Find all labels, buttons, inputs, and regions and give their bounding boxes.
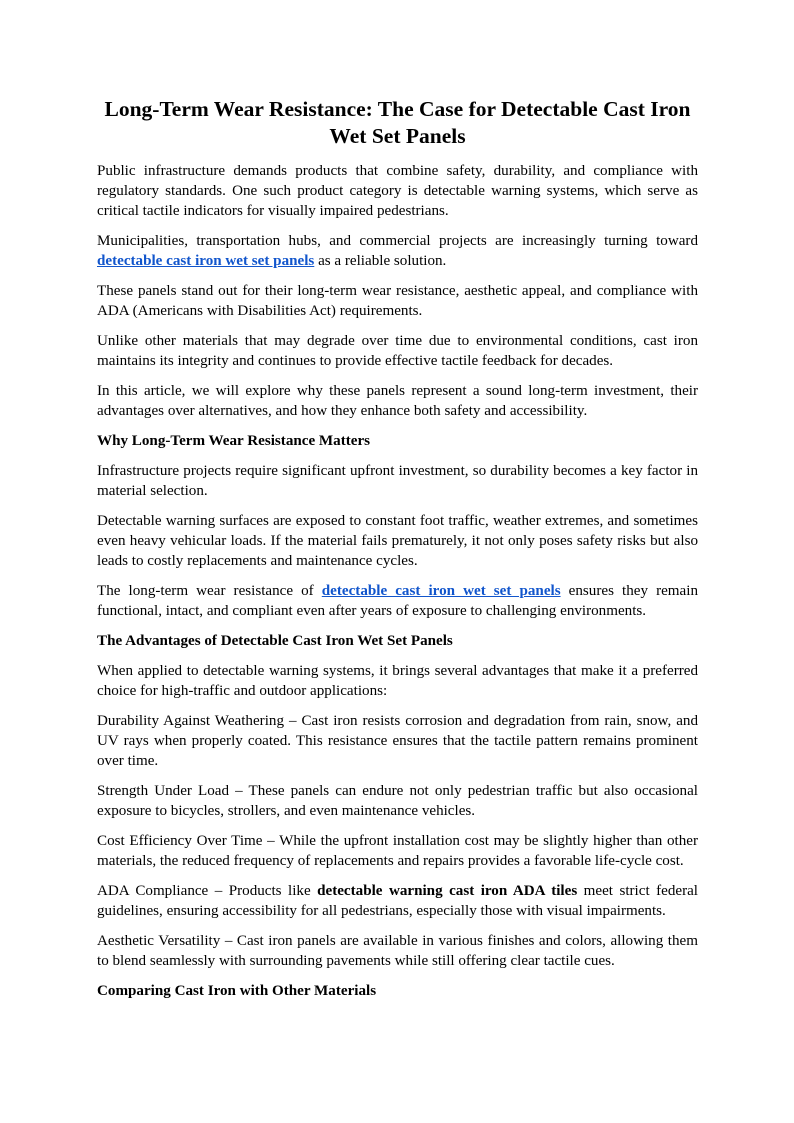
section2-paragraph-durability: Durability Against Weathering – Cast iron resists corrosion and degradation from rain, snow, and UV rays when properly coated. This resistance ensures that the tactile pattern remains prominent over time. [97, 713, 698, 769]
section-heading-wear-resistance: Why Long-Term Wear Resistance Matters [97, 433, 371, 449]
intro-paragraph-4: Unlike other materials that may degrade over time due to environmental conditions, cast iron maintains its integrity and continues to provide effective tactile feedback for decades. [97, 333, 698, 369]
section1-paragraph-3-text-after: ensures they remain functional, intact, and compliant even after years of exposure to challenging environments. [97, 583, 698, 619]
intro-paragraph-3: These panels stand out for their long-term wear resistance, aesthetic appeal, and compliance with ADA (Americans with Disabilities Act) requirements. [97, 283, 698, 319]
intro-paragraph-1: Public infrastructure demands products that combine safety, durability, and compliance with regulatory standards. One such product category is detectable warning systems, which serve as critical tactile indicators for visually impaired pedestrians. [97, 163, 698, 219]
section1-paragraph-3-text-before: The long-term wear resistance of [97, 583, 322, 599]
page-title: Long-Term Wear Resistance: The Case for Detectable Cast Iron Wet Set Panels [104, 97, 691, 148]
section1-paragraph-3 [97, 581, 698, 621]
section2-paragraph-ada-text-before: ADA Compliance – Products like [97, 883, 318, 899]
detectable-cast-iron-wet-set-panels-link-2[interactable]: detectable cast iron wet set panels [321, 583, 561, 599]
intro-paragraph-2-text-after: as a reliable solution. [314, 253, 447, 269]
section1-paragraph-2: Detectable warning surfaces are exposed to constant foot traffic, weather extremes, and sometimes even heavy vehicular loads. If the material fails prematurely, it not only poses safety risks but also leads to costly replacements and maintenance cycles. [97, 513, 698, 569]
intro-paragraph-2 [97, 231, 698, 271]
section2-paragraph-ada-text-after: meet strict federal guidelines, ensuring accessibility for all pedestrians, especially those with visual impairments. [97, 883, 698, 919]
section2-paragraph-1: When applied to detectable warning systems, it brings several advantages that make it a preferred choice for high-traffic and outdoor applications: [97, 663, 698, 699]
detectable-cast-iron-wet-set-panels-link[interactable]: detectable cast iron wet set panels [97, 253, 315, 269]
section1-paragraph-1: Infrastructure projects require significant upfront investment, so durability becomes a key factor in material selection. [97, 463, 698, 499]
section2-paragraph-strength: Strength Under Load – These panels can endure not only pedestrian traffic but also occasional exposure to bicycles, strollers, and even maintenance vehicles. [97, 783, 698, 819]
document-page [97, 96, 698, 1011]
intro-paragraph-2-text-before: Municipalities, transportation hubs, and commercial projects are increasingly turning toward [97, 233, 698, 249]
section2-paragraph-aesthetic: Aesthetic Versatility – Cast iron panels are available in various finishes and colors, allowing them to blend seamlessly with surrounding pavements while still offering clear tactile cues. [97, 933, 698, 969]
ada-tiles-bold-text: detectable warning cast iron ADA tiles [317, 883, 578, 899]
section2-paragraph-ada [97, 881, 698, 921]
section-heading-comparing: Comparing Cast Iron with Other Materials [97, 983, 377, 999]
section-heading-advantages: The Advantages of Detectable Cast Iron Wet Set Panels [97, 633, 453, 649]
intro-paragraph-5: In this article, we will explore why these panels represent a sound long-term investment, their advantages over alternatives, and how they enhance both safety and accessibility. [97, 383, 698, 419]
section2-paragraph-cost: Cost Efficiency Over Time – While the upfront installation cost may be slightly higher than other materials, the reduced frequency of replacements and repairs provides a favorable life-cycle cost. [97, 833, 698, 869]
